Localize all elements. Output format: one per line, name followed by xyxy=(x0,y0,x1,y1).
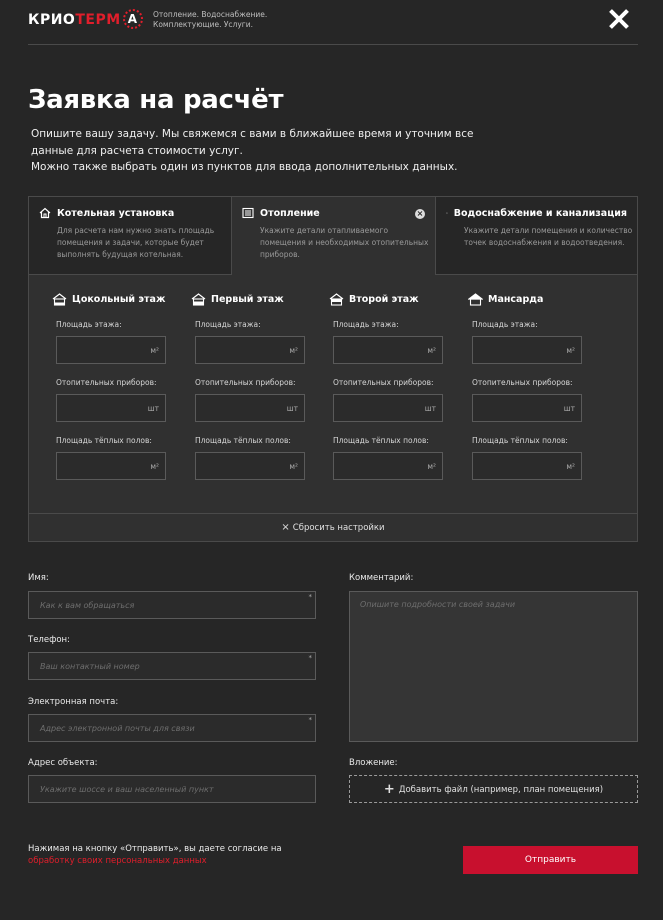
tab-water[interactable] xyxy=(436,197,637,275)
area-label: Площадь этажа: xyxy=(56,320,122,329)
unit-label: шт xyxy=(424,404,436,413)
email-input[interactable] xyxy=(28,714,316,742)
tab-close-icon[interactable]: × xyxy=(416,209,424,218)
unit-label: шт xyxy=(563,404,575,413)
unit-label: м² xyxy=(566,462,575,471)
address-placeholder: Укажите шоссе и ваш населенный пункт xyxy=(40,785,214,794)
comment-placeholder: Опишите подробности своей задачи xyxy=(360,600,516,609)
reset-label: Сбросить настройки xyxy=(292,523,385,533)
heaters-input[interactable] xyxy=(472,394,582,422)
intro-text xyxy=(31,126,501,176)
phone-placeholder: Ваш контактный номер xyxy=(40,662,140,671)
name-placeholder: Как к вам обращаться xyxy=(40,601,135,610)
address-label: Адрес объекта: xyxy=(28,758,98,768)
required-mark: * xyxy=(308,654,312,662)
tab-boiler-desc: Для расчета нам нужно знать площадь помещения и задачи, которые будет выполнять будущая котельная. xyxy=(57,226,215,259)
floor-attic xyxy=(472,293,602,480)
tagline: Отопление. Водоснабжение. Комплектующие. Услуги. xyxy=(153,10,268,29)
unit-label: м² xyxy=(427,462,436,471)
tab-boiler-title: Котельная установка xyxy=(57,207,175,219)
floor-title: Первый этаж xyxy=(211,294,284,305)
radiator-icon xyxy=(242,207,254,219)
area-label: Площадь этажа: xyxy=(333,320,399,329)
floor-heating-label: Площадь тёплых полов: xyxy=(195,436,291,445)
heaters-input[interactable] xyxy=(195,394,305,422)
area-input[interactable] xyxy=(472,336,582,364)
house-icon xyxy=(39,207,51,219)
plus-icon: + xyxy=(383,782,395,797)
area-label: Площадь этажа: xyxy=(472,320,538,329)
consent-main: Нажимая на кнопку «Отправить», вы даете согласие на xyxy=(28,844,282,854)
floor-heating-input[interactable] xyxy=(56,452,166,480)
logo-ring-icon xyxy=(123,9,143,29)
consent-text xyxy=(28,843,288,867)
heaters-label: Отопительных приборов: xyxy=(472,378,573,387)
unit-label: м² xyxy=(566,346,575,355)
close-small-icon: × xyxy=(281,522,290,533)
heaters-label: Отопительных приборов: xyxy=(333,378,434,387)
floor-basement xyxy=(56,293,186,480)
phone-input[interactable] xyxy=(28,652,316,680)
floor-heating-label: Площадь тёплых полов: xyxy=(56,436,152,445)
name-input[interactable] xyxy=(28,591,316,619)
name-label: Имя: xyxy=(28,573,49,583)
submit-button[interactable]: Отправить xyxy=(463,846,638,874)
add-file-button[interactable] xyxy=(349,775,638,803)
heaters-input[interactable] xyxy=(333,394,443,422)
attachment-label: Вложение: xyxy=(349,758,398,768)
basement-floor-icon xyxy=(52,293,67,306)
first-floor-icon xyxy=(191,293,206,306)
water-drop-icon xyxy=(446,207,448,219)
logo[interactable] xyxy=(28,10,143,30)
tab-water-desc: Укажите детали помещения и количество точек водоснабжения и водоотведения. xyxy=(464,226,633,247)
floor-title: Второй этаж xyxy=(349,294,419,305)
email-placeholder: Адрес электронной почты для связи xyxy=(40,724,195,733)
floor-heating-input[interactable] xyxy=(472,452,582,480)
floor-first xyxy=(195,293,325,480)
tab-heating[interactable] xyxy=(232,197,436,275)
heaters-label: Отопительных приборов: xyxy=(195,378,296,387)
area-input[interactable] xyxy=(195,336,305,364)
header xyxy=(0,0,663,45)
service-tabs xyxy=(29,197,637,275)
tab-heating-desc: Укажите детали отапливаемого помещения и необходимых отопительных приборов. xyxy=(260,226,429,259)
heaters-input[interactable] xyxy=(56,394,166,422)
floor-heating-input[interactable] xyxy=(195,452,305,480)
area-input[interactable] xyxy=(56,336,166,364)
intro-paragraph-2: Можно также выбрать один из пунктов для ввода дополнительных данных. xyxy=(31,161,458,173)
close-icon[interactable] xyxy=(608,8,630,30)
address-input[interactable] xyxy=(28,775,316,803)
required-mark: * xyxy=(308,593,312,601)
floor-heating-input[interactable] xyxy=(333,452,443,480)
logo-text-3: А xyxy=(127,12,138,26)
header-divider xyxy=(28,44,638,45)
privacy-policy-link[interactable]: обработку своих персональных данных xyxy=(28,856,207,866)
intro-paragraph-1: Опишите вашу задачу. Мы свяжемся с вами в ближайшее время и уточним все данные для расчета стоимости услуг. xyxy=(31,128,474,157)
floor-title: Цокольный этаж xyxy=(72,294,166,305)
area-label: Площадь этажа: xyxy=(195,320,261,329)
area-input[interactable] xyxy=(333,336,443,364)
tab-boiler[interactable] xyxy=(29,197,232,275)
unit-label: м² xyxy=(289,462,298,471)
comment-textarea[interactable] xyxy=(349,591,638,742)
service-panel xyxy=(28,196,638,542)
comment-label: Комментарий: xyxy=(349,573,414,583)
reset-settings-button[interactable] xyxy=(29,513,637,541)
tab-water-title: Водоснабжение и канализация xyxy=(453,207,627,219)
logo-text-2: ТЕРМ xyxy=(75,12,121,28)
second-floor-icon xyxy=(329,293,344,306)
unit-label: шт xyxy=(286,404,298,413)
unit-label: м² xyxy=(150,346,159,355)
floor-heating-label: Площадь тёплых полов: xyxy=(333,436,429,445)
floor-title: Мансарда xyxy=(488,294,544,305)
unit-label: шт xyxy=(147,404,159,413)
email-label: Электронная почта: xyxy=(28,697,119,707)
unit-label: м² xyxy=(427,346,436,355)
unit-label: м² xyxy=(150,462,159,471)
required-mark: * xyxy=(308,716,312,724)
floors-grid xyxy=(29,275,637,515)
attic-floor-icon xyxy=(468,293,483,306)
floor-heating-label: Площадь тёплых полов: xyxy=(472,436,568,445)
phone-label: Телефон: xyxy=(28,635,70,645)
heaters-label: Отопительных приборов: xyxy=(56,378,157,387)
logo-text-1: КРИО xyxy=(28,12,76,28)
tab-heating-title: Отопление xyxy=(260,207,320,219)
add-file-label: Добавить файл (например, план помещения) xyxy=(398,785,604,795)
floor-second xyxy=(333,293,463,480)
page-title: Заявка на расчёт xyxy=(28,85,284,115)
unit-label: м² xyxy=(289,346,298,355)
